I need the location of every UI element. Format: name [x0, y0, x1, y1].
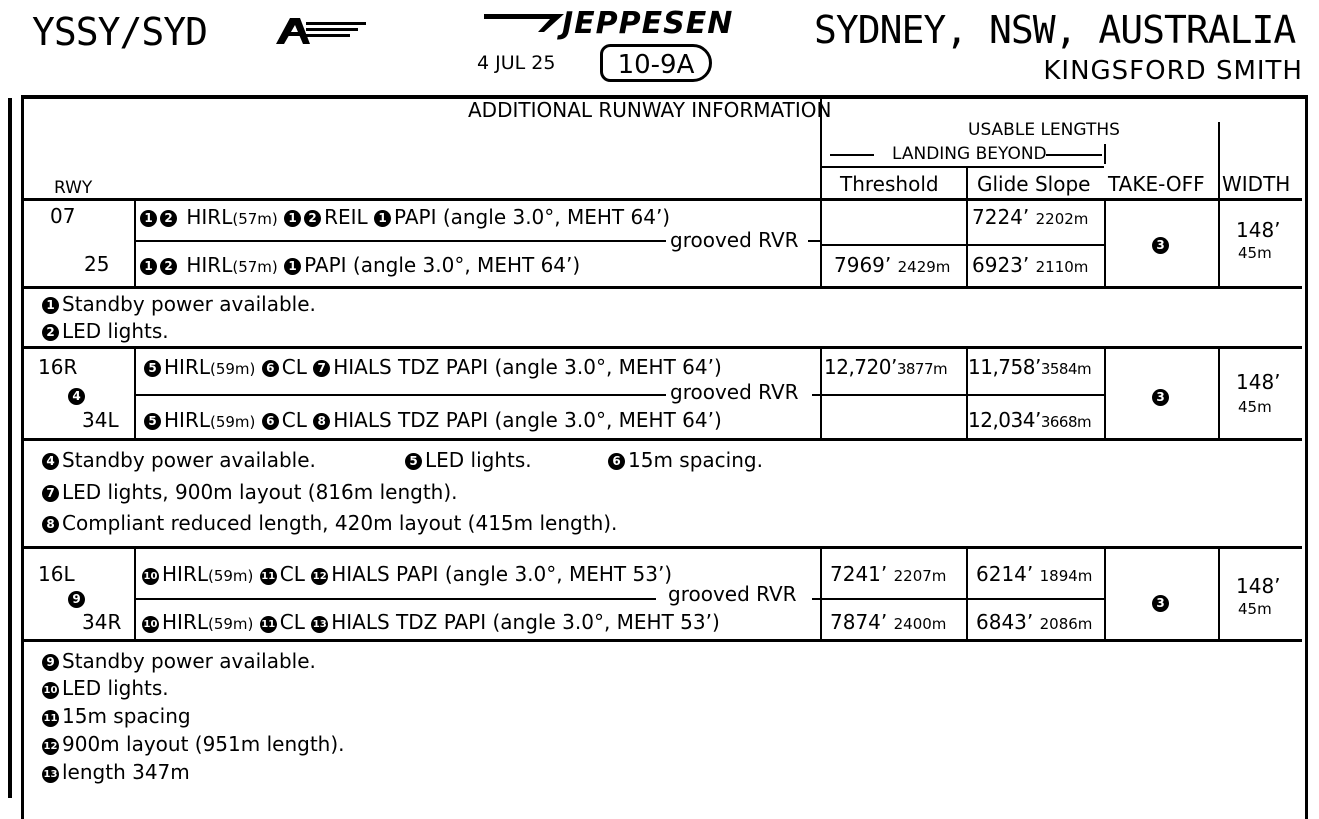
rwy-16l-threshold: 7241’ 2207m	[830, 562, 947, 586]
rwy-34r-lighting: 10 HIRL(59m) 11 CL 13 HIALS TDZ PAPI (angle 3.0°, MEHT 53’)	[143, 610, 720, 634]
width-2: 148’	[1236, 370, 1281, 394]
note-4: 4 Standby power available.	[42, 448, 316, 472]
width-1-m: 45m	[1238, 244, 1272, 262]
grooved-label: grooved RVR	[670, 228, 799, 252]
rwy-25-threshold: 7969’ 2429m	[834, 253, 951, 277]
rwy-34l: 34L	[82, 408, 119, 432]
rwy-25-lighting: 1 2 HIRL(57m) 1 PAPI (angle 3.0°, MEHT 64’)	[140, 253, 580, 277]
col-rwy: RWY	[54, 178, 93, 198]
rwy-07-lighting: 1 2 HIRL(57m) 1 2 REIL 1 PAPI (angle 3.0°, MEHT 64’)	[140, 205, 670, 229]
airport-code: YSSY/SYD	[32, 10, 208, 54]
rwy-25-glide: 6923’ 2110m	[972, 253, 1089, 277]
rwy-16l: 16L	[38, 562, 75, 586]
takeoff-note-2: 3	[1152, 384, 1172, 408]
note-mark-2: 2	[304, 210, 321, 227]
rwy-34l-lighting: 5 HIRL(59m) 6 CL 8 HIALS TDZ PAPI (angle 3.0°, MEHT 64’)	[144, 408, 722, 432]
note-mark-2: 2	[160, 210, 177, 227]
rwy-07: 07	[50, 204, 76, 228]
rwy-07-glide: 7224’ 2202m	[972, 205, 1089, 229]
note-13: 13 length 347m	[43, 760, 190, 784]
col-takeoff: TAKE-OFF	[1108, 172, 1205, 196]
col-threshold: Threshold	[840, 172, 939, 196]
revision-bar	[8, 98, 12, 798]
rwy-25: 25	[84, 252, 110, 276]
rwy-34r: 34R	[82, 610, 122, 634]
note-10: 10 LED lights.	[43, 676, 169, 700]
city-name: SYDNEY, NSW, AUSTRALIA	[814, 8, 1296, 52]
chart-number: 10-9A	[600, 44, 712, 82]
usable-lengths-label: USABLE LENGTHS	[968, 120, 1120, 140]
rwy-16r-lighting: 5 HIRL(59m) 6 CL 7 HIALS TDZ PAPI (angle 3.0°, MEHT 64’)	[144, 355, 722, 379]
grooved-label-3: grooved RVR	[668, 582, 797, 606]
rwy-16r-glide: 11,758’3584m	[968, 355, 1092, 379]
note-2: 2 LED lights.	[42, 319, 169, 343]
rwy-16l-lighting: 10 HIRL(59m) 11 CL 12 HIALS PAPI (angle 3.0°, MEHT 53’)	[143, 562, 673, 586]
chart-date: 4 JUL 25	[477, 52, 556, 74]
rwy-34l-glide: 12,034’3668m	[968, 408, 1092, 432]
airport-name: KINGSFORD SMITH	[1043, 56, 1303, 86]
width-2-m: 45m	[1238, 398, 1272, 416]
airline-logo-icon	[276, 16, 372, 50]
landing-beyond-label: LANDING BEYOND	[892, 144, 1047, 164]
rwy-34r-threshold: 7874’ 2400m	[830, 610, 947, 634]
rwy-16l-note: 9	[68, 586, 88, 610]
takeoff-note-3: 3	[1152, 590, 1172, 614]
grooved-label-2: grooved RVR	[670, 380, 799, 404]
note-6: 6 15m spacing.	[608, 448, 763, 472]
note-9: 9 Standby power available.	[42, 649, 316, 673]
note-mark-1: 1	[140, 210, 157, 227]
note-11: 11 15m spacing	[43, 704, 191, 728]
note-7: 7 LED lights, 900m layout (816m length).	[42, 480, 458, 504]
takeoff-note-1: 3	[1152, 232, 1172, 256]
width-1: 148’	[1236, 218, 1281, 242]
note-mark-1: 1	[284, 210, 301, 227]
note-8: 8 Compliant reduced length, 420m layout (415m length).	[42, 511, 617, 535]
width-3-m: 45m	[1238, 600, 1272, 618]
note-mark-1: 1	[374, 210, 391, 227]
jeppesen-logo-icon	[484, 10, 564, 40]
rwy-16r: 16R	[38, 355, 78, 379]
table-title: ADDITIONAL RUNWAY INFORMATION	[468, 98, 832, 122]
width-3: 148’	[1236, 574, 1281, 598]
note-mark-2: 2	[160, 258, 177, 275]
note-5: 5 LED lights.	[405, 448, 532, 472]
rwy-16l-glide: 6214’ 1894m	[976, 562, 1093, 586]
note-mark-1: 1	[140, 258, 157, 275]
rwy-16r-note: 4	[68, 383, 88, 407]
note-1: 1 Standby power available.	[42, 292, 316, 316]
note-12: 12 900m layout (951m length).	[43, 732, 345, 756]
rwy-16r-threshold: 12,720’3877m	[824, 355, 948, 379]
brand-name: JEPPESEN	[562, 6, 734, 41]
col-glide-slope: Glide Slope	[977, 172, 1091, 196]
rwy-34r-glide: 6843’ 2086m	[976, 610, 1093, 634]
note-mark-1: 1	[284, 258, 301, 275]
col-width: WIDTH	[1222, 172, 1291, 196]
